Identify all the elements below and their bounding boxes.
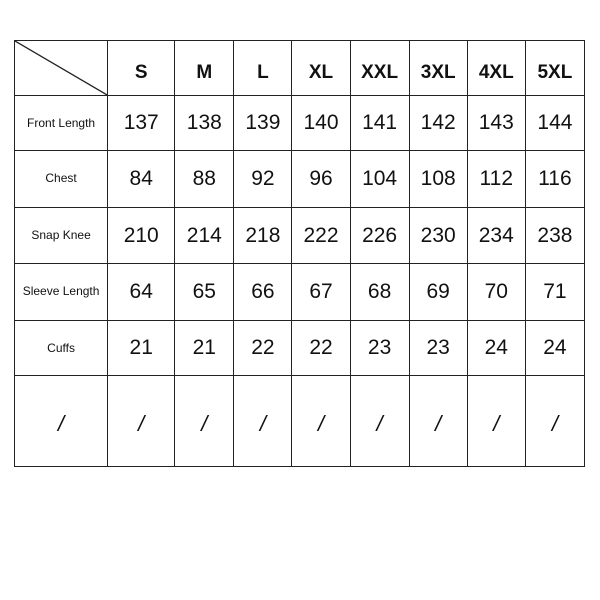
cell-value: 65 [175, 264, 234, 321]
cell-value: 116 [525, 151, 584, 208]
size-chart-table [14, 40, 585, 467]
corner-cell [15, 41, 108, 96]
cell-value: / [15, 376, 108, 467]
table-row [15, 151, 585, 208]
cell-value: 24 [467, 321, 525, 376]
cell-value: 23 [350, 321, 409, 376]
cell-value: / [525, 376, 584, 467]
cell-value: 141 [350, 96, 409, 151]
cell-value: 108 [409, 151, 467, 208]
size-header: L [234, 41, 292, 96]
cell-value: 214 [175, 208, 234, 264]
cell-value: / [234, 376, 292, 467]
table-row [15, 208, 585, 264]
cell-value: 23 [409, 321, 467, 376]
cell-value: 139 [234, 96, 292, 151]
cell-value: / [292, 376, 350, 467]
cell-value: 88 [175, 151, 234, 208]
cell-value: 218 [234, 208, 292, 264]
cell-value: 24 [525, 321, 584, 376]
cell-value: 143 [467, 96, 525, 151]
cell-value: 142 [409, 96, 467, 151]
cell-value: 140 [292, 96, 350, 151]
cell-value: 84 [108, 151, 175, 208]
cell-value: 21 [175, 321, 234, 376]
cell-value: 22 [234, 321, 292, 376]
table-row [15, 96, 585, 151]
cell-value: 104 [350, 151, 409, 208]
table-row [15, 321, 585, 376]
cell-value: 92 [234, 151, 292, 208]
cell-value: 70 [467, 264, 525, 321]
size-header: 3XL [409, 41, 467, 96]
size-header: XXL [350, 41, 409, 96]
cell-value: 238 [525, 208, 584, 264]
size-header: XL [292, 41, 350, 96]
row-label: Front Length [15, 96, 108, 151]
cell-value: 66 [234, 264, 292, 321]
row-label: Chest [15, 151, 108, 208]
cell-value: / [175, 376, 234, 467]
cell-value: 112 [467, 151, 525, 208]
row-label: Snap Knee [15, 208, 108, 264]
diagonal-divider [15, 41, 107, 95]
cell-value: 138 [175, 96, 234, 151]
cell-value: 137 [108, 96, 175, 151]
row-label: Cuffs [15, 321, 108, 376]
cell-value: 230 [409, 208, 467, 264]
cell-value: 68 [350, 264, 409, 321]
row-label: Sleeve Length [15, 264, 108, 321]
cell-value: / [409, 376, 467, 467]
cell-value: / [350, 376, 409, 467]
cell-value: 234 [467, 208, 525, 264]
cell-value: 69 [409, 264, 467, 321]
table-row [15, 376, 585, 467]
cell-value: 67 [292, 264, 350, 321]
cell-value: 21 [108, 321, 175, 376]
cell-value: 96 [292, 151, 350, 208]
cell-value: / [108, 376, 175, 467]
cell-value: 226 [350, 208, 409, 264]
cell-value: 222 [292, 208, 350, 264]
table-row [15, 264, 585, 321]
size-header: 5XL [525, 41, 584, 96]
cell-value: 210 [108, 208, 175, 264]
size-header: M [175, 41, 234, 96]
cell-value: 22 [292, 321, 350, 376]
cell-value: / [467, 376, 525, 467]
header-row [15, 41, 585, 96]
size-header: S [108, 41, 175, 96]
size-header: 4XL [467, 41, 525, 96]
cell-value: 64 [108, 264, 175, 321]
cell-value: 71 [525, 264, 584, 321]
cell-value: 144 [525, 96, 584, 151]
